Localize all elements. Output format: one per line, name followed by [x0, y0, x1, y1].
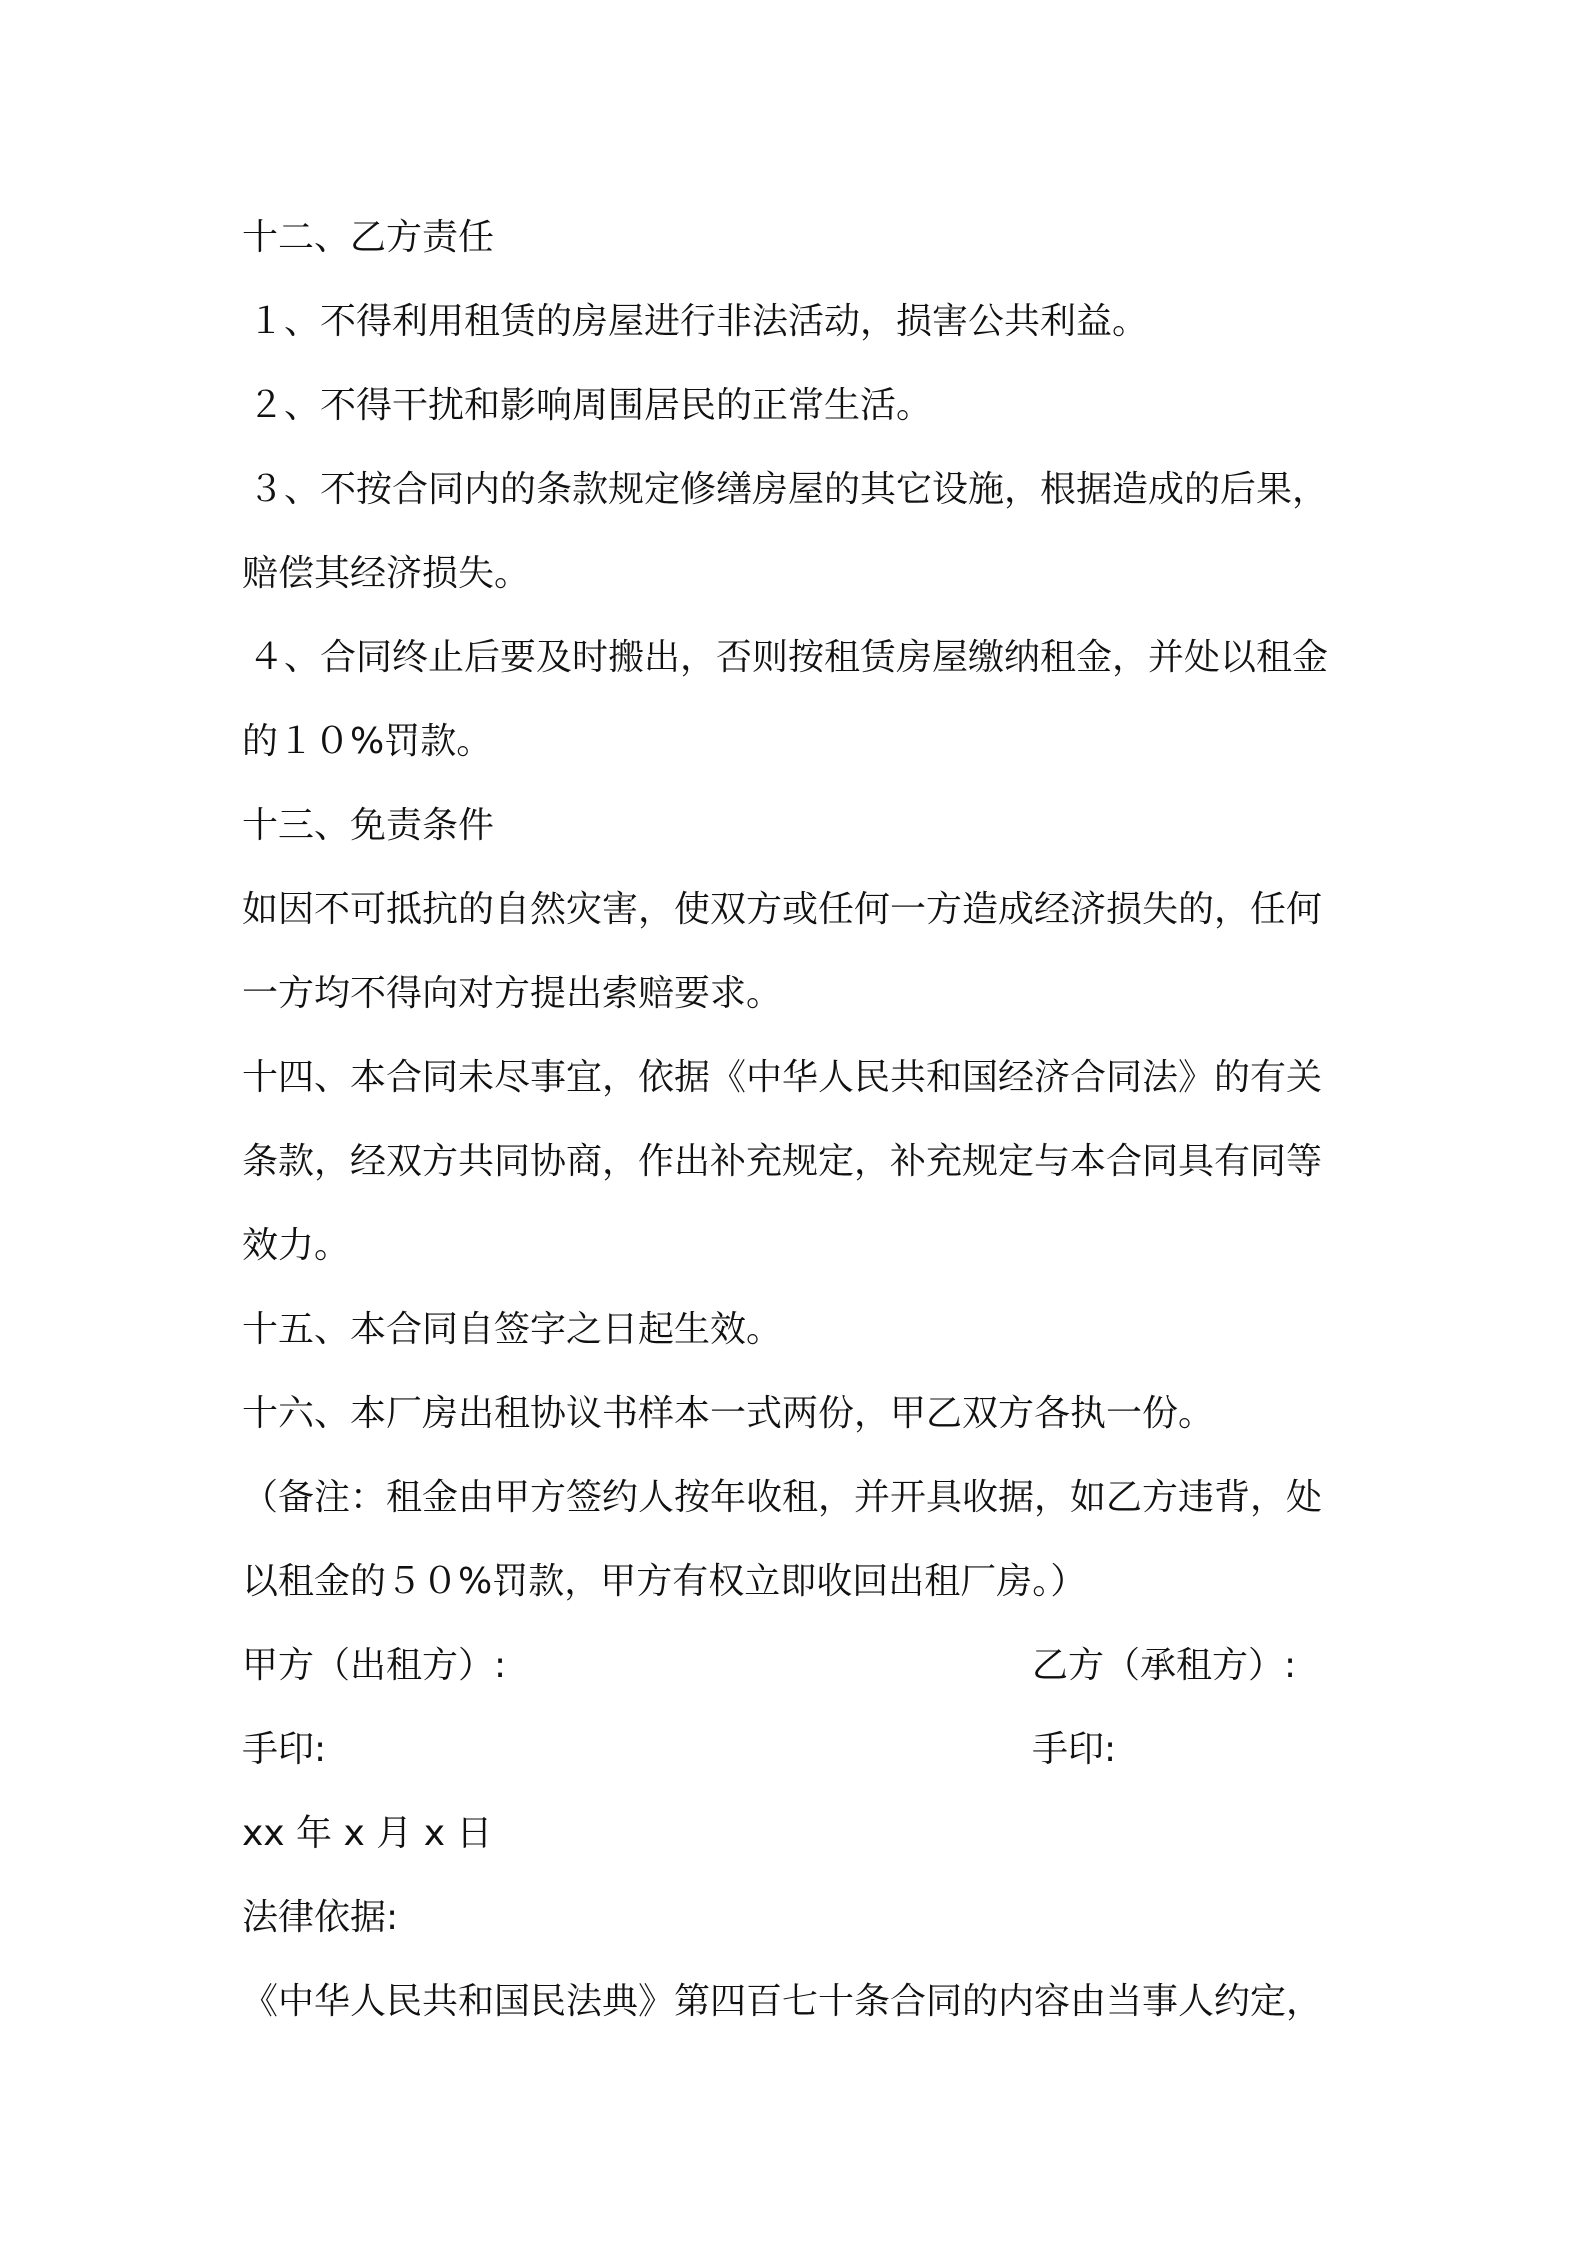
section-13-heading: 十三、免责条件: [242, 805, 495, 846]
section-15: 十五、本合同自签字之日起生效。: [242, 1309, 783, 1350]
signature-fingerprint-row: [242, 1708, 1362, 1792]
section-13-text-line-2: 一方均不得向对方提出索赔要求。: [242, 973, 783, 1014]
signature-party-row: [242, 1624, 1362, 1708]
clause-12-4-line-2: 的１０%罚款。: [242, 721, 493, 762]
legal-basis-heading: 法律依据:: [242, 1897, 399, 1938]
section-13-text-line-1: 如因不可抵抗的自然灾害，使双方或任何一方造成经济损失的，任何: [242, 889, 1323, 930]
clause-12-3-line-2: 赔偿其经济损失。: [242, 553, 531, 594]
clause-12-3-line-1: ３、不按合同内的条款规定修缮房屋的其它设施，根据造成的后果，: [248, 469, 1329, 510]
section-12-heading: 十二、乙方责任: [242, 217, 495, 258]
clause-12-2: ２、不得干扰和影响周围居民的正常生活。: [248, 385, 933, 426]
note-line-2: 以租金的５０%罚款，甲方有权立即收回出租厂房。）: [242, 1561, 1087, 1602]
fingerprint-b-label: 手印:: [1032, 1729, 1117, 1770]
note-line-1: （备注：租金由甲方签约人按年收租，并开具收据，如乙方违背，处: [242, 1477, 1323, 1518]
section-14-line-2: 条款，经双方共同协商，作出补充规定，补充规定与本合同具有同等: [242, 1141, 1323, 1182]
section-14-line-3: 效力。: [242, 1225, 351, 1266]
signature-date: xx 年 x 月 x 日: [242, 1813, 493, 1854]
clause-12-1: １、不得利用租赁的房屋进行非法活动，损害公共利益。: [248, 301, 1149, 342]
legal-basis-text: 《中华人民共和国民法典》第四百七十条合同的内容由当事人约定，: [242, 1981, 1323, 2022]
fingerprint-a-label: 手印:: [242, 1729, 327, 1770]
party-b-label: 乙方（承租方）:: [1032, 1645, 1297, 1686]
section-14-line-1: 十四、本合同未尽事宜，依据《中华人民共和国经济合同法》的有关: [242, 1057, 1323, 1098]
section-16: 十六、本厂房出租协议书样本一式两份，甲乙双方各执一份。: [242, 1393, 1215, 1434]
clause-12-4-line-1: ４、合同终止后要及时搬出，否则按租赁房屋缴纳租金，并处以租金: [248, 637, 1329, 678]
document-body: [242, 196, 1362, 2044]
party-a-label: 甲方（出租方）:: [242, 1645, 507, 1686]
